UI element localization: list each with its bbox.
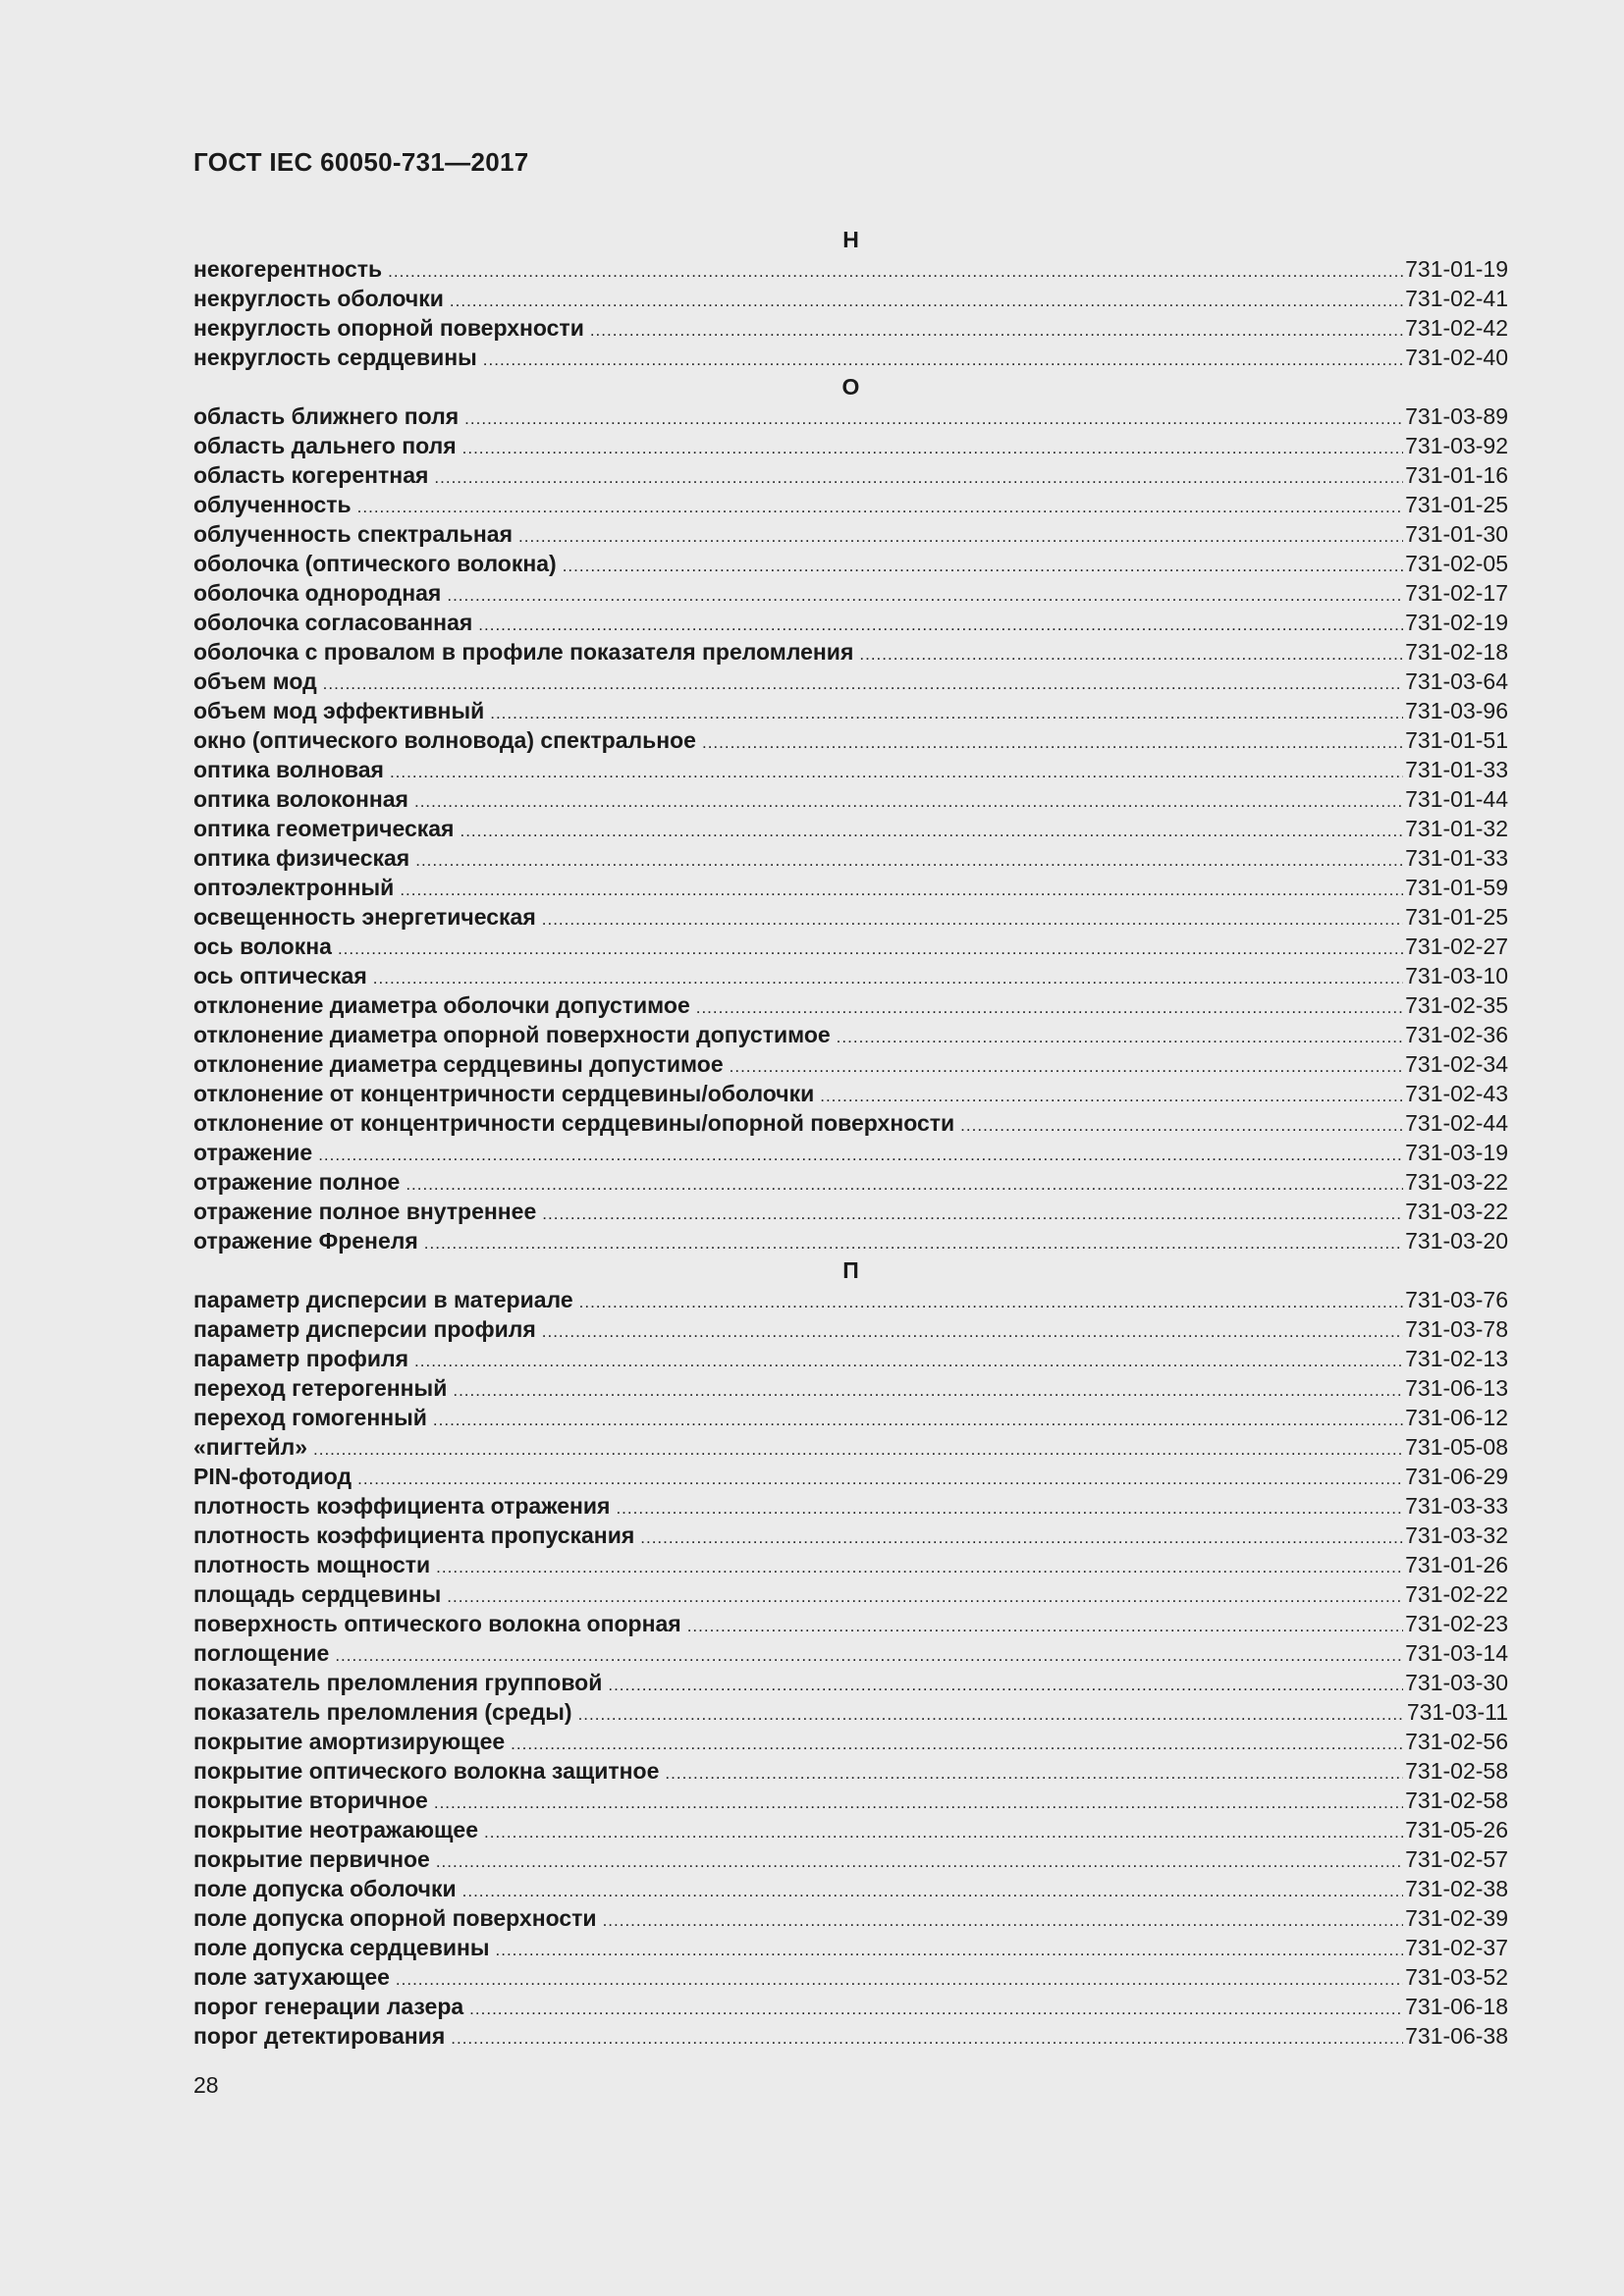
dot-leader	[436, 1847, 1403, 1874]
dot-leader	[406, 1170, 1403, 1197]
index-code: 731-03-20	[1405, 1228, 1508, 1254]
document-header: ГОСТ IEC 60050-731—2017	[193, 147, 529, 177]
dot-leader	[603, 1906, 1404, 1933]
index-term: параметр профиля	[193, 1346, 409, 1371]
index-term: переход гомогенный	[193, 1405, 427, 1430]
dot-leader	[335, 1641, 1403, 1668]
index-code: 731-05-08	[1405, 1434, 1508, 1460]
index-entry	[193, 696, 1508, 725]
index-entry	[193, 1727, 1508, 1756]
index-term: PIN-фотодиод	[193, 1464, 352, 1489]
index-term: оболочка однородная	[193, 580, 442, 606]
index-code: 731-02-58	[1405, 1758, 1508, 1784]
index-code: 731-02-22	[1405, 1581, 1508, 1607]
index-code: 731-02-56	[1405, 1729, 1508, 1754]
dot-leader	[434, 1789, 1403, 1815]
index-entry	[193, 873, 1508, 902]
index-entry	[193, 284, 1508, 313]
index-entry	[193, 932, 1508, 961]
index-entry	[193, 1638, 1508, 1668]
index-code: 731-02-23	[1405, 1611, 1508, 1636]
index-term: оптика волоконная	[193, 786, 408, 812]
index-code: 731-01-30	[1405, 521, 1508, 547]
index-entry	[193, 961, 1508, 990]
dot-leader	[702, 728, 1403, 755]
index-code: 731-06-12	[1405, 1405, 1508, 1430]
index-entry	[193, 1197, 1508, 1226]
dot-leader	[469, 1995, 1403, 2021]
index-term: отражение Френеля	[193, 1228, 418, 1254]
index-code: 731-02-42	[1405, 315, 1508, 341]
index-entry	[193, 343, 1508, 372]
dot-leader	[373, 964, 1403, 990]
index-entry	[193, 1609, 1508, 1638]
index-entry	[193, 1521, 1508, 1550]
dot-leader	[396, 1965, 1403, 1992]
dot-leader	[616, 1494, 1403, 1521]
dot-leader	[579, 1288, 1404, 1314]
dot-leader	[608, 1671, 1403, 1697]
index-term: поле допуска сердцевины	[193, 1935, 490, 1960]
index-entry	[193, 902, 1508, 932]
index-entry	[193, 1933, 1508, 1962]
dot-leader	[837, 1023, 1403, 1049]
dot-leader	[433, 1406, 1403, 1432]
index-term: отклонение диаметра оболочки допустимое	[193, 992, 690, 1018]
dot-leader	[496, 1936, 1404, 1962]
section-letter: О	[841, 374, 860, 400]
index-term: показатель преломления групповой	[193, 1670, 603, 1695]
index-entry	[193, 1844, 1508, 1874]
index-code: 731-06-29	[1405, 1464, 1508, 1489]
dot-leader	[462, 434, 1404, 460]
index-entry	[193, 1226, 1508, 1255]
dot-leader	[357, 493, 1403, 519]
index-term: плотность коэффициента пропускания	[193, 1522, 635, 1548]
index-term: поглощение	[193, 1640, 330, 1666]
dot-leader	[820, 1082, 1403, 1108]
dot-leader	[687, 1612, 1403, 1638]
index-entry	[193, 401, 1508, 431]
index-code: 731-03-64	[1405, 668, 1508, 694]
index-term: параметр дисперсии в материале	[193, 1287, 573, 1312]
index-entry	[193, 1579, 1508, 1609]
index-entry	[193, 1108, 1508, 1138]
index-code: 731-05-26	[1405, 1817, 1508, 1842]
index-entry	[193, 667, 1508, 696]
index-term: оболочка с провалом в профиле показателя преломления	[193, 639, 854, 665]
index-term: порог детектирования	[193, 2023, 446, 2049]
index-entry	[193, 1697, 1508, 1727]
dot-leader	[511, 1730, 1403, 1756]
index-term: некруглость опорной поверхности	[193, 315, 584, 341]
index-code: 731-02-18	[1405, 639, 1508, 665]
dot-leader	[490, 699, 1403, 725]
index-code: 731-03-78	[1405, 1316, 1508, 1342]
index-code: 731-03-11	[1406, 1699, 1508, 1725]
dot-leader	[450, 287, 1403, 313]
index-term: отклонение диаметра опорной поверхности допустимое	[193, 1022, 831, 1047]
index-entry	[193, 843, 1508, 873]
index-entry	[193, 1020, 1508, 1049]
index-term: облученность спектральная	[193, 521, 513, 547]
index-entry	[193, 254, 1508, 284]
index-term: поверхность оптического волокна опорная	[193, 1611, 681, 1636]
dot-leader	[640, 1523, 1403, 1550]
dot-leader	[323, 669, 1403, 696]
index-code: 731-03-19	[1405, 1140, 1508, 1165]
dot-leader	[447, 1582, 1403, 1609]
index-term: некогерентность	[193, 256, 383, 282]
index-term: оптика физическая	[193, 845, 410, 871]
index-code: 731-03-92	[1405, 433, 1508, 458]
index-code: 731-02-34	[1405, 1051, 1508, 1077]
section-letter: П	[842, 1257, 859, 1283]
index-entry	[193, 313, 1508, 343]
index-code: 731-02-40	[1405, 345, 1508, 370]
index-term: порог генерации лазера	[193, 1994, 464, 2019]
dot-leader	[451, 2024, 1403, 2051]
index-code: 731-01-25	[1405, 492, 1508, 517]
index-term: поле затухающее	[193, 1964, 390, 1990]
index-entry	[193, 1167, 1508, 1197]
dot-leader	[357, 1465, 1403, 1491]
index-term: покрытие неотражающее	[193, 1817, 479, 1842]
index-code: 731-01-32	[1405, 816, 1508, 841]
index-entry	[193, 1049, 1508, 1079]
index-term: переход гетерогенный	[193, 1375, 448, 1401]
index-term: оптоэлектронный	[193, 875, 395, 900]
index-entry	[193, 1992, 1508, 2021]
index-entry	[193, 1786, 1508, 1815]
index-term: некруглость оболочки	[193, 286, 444, 311]
index-code: 731-02-35	[1405, 992, 1508, 1018]
dot-leader	[453, 1376, 1403, 1403]
index-entry	[193, 755, 1508, 784]
index-code: 731-06-13	[1405, 1375, 1508, 1401]
index-term: площадь сердцевины	[193, 1581, 442, 1607]
index-entry	[193, 1373, 1508, 1403]
index-entry	[193, 1756, 1508, 1786]
index-term: отражение полное внутреннее	[193, 1199, 537, 1224]
index-code: 731-01-16	[1405, 462, 1508, 488]
index-code: 731-03-76	[1405, 1287, 1508, 1312]
index-code: 731-01-44	[1405, 786, 1508, 812]
index-term: объем мод эффективный	[193, 698, 485, 723]
index-term: оболочка согласованная	[193, 610, 473, 635]
index-term: «пигтейл»	[193, 1434, 307, 1460]
dot-leader	[414, 1347, 1403, 1373]
index-code: 731-01-59	[1405, 875, 1508, 900]
dot-leader	[859, 640, 1403, 667]
dot-leader	[590, 316, 1403, 343]
dot-leader	[478, 611, 1403, 637]
index-entry	[193, 814, 1508, 843]
index-code: 731-01-33	[1405, 757, 1508, 782]
index-term: область когерентная	[193, 462, 429, 488]
index-entry	[193, 1138, 1508, 1167]
dot-leader	[313, 1435, 1403, 1462]
index-term: оптика геометрическая	[193, 816, 455, 841]
index-code: 731-06-38	[1405, 2023, 1508, 2049]
index-term: покрытие первичное	[193, 1846, 430, 1872]
dot-leader	[436, 1553, 1403, 1579]
section-letter: Н	[842, 227, 859, 252]
index-entry	[193, 1285, 1508, 1314]
index-code: 731-01-19	[1405, 256, 1508, 282]
index-entry	[193, 1403, 1508, 1432]
dot-leader	[483, 346, 1403, 372]
index-term: оптика волновая	[193, 757, 384, 782]
index-term: отклонение от концентричности сердцевины/оболочки	[193, 1081, 815, 1106]
index-entry	[193, 1432, 1508, 1462]
index-entry	[193, 578, 1508, 608]
index-term: плотность мощности	[193, 1552, 431, 1577]
dot-leader	[464, 404, 1403, 431]
index-entry	[193, 1903, 1508, 1933]
index-entry	[193, 1815, 1508, 1844]
index-entry	[193, 637, 1508, 667]
index-entry	[193, 1962, 1508, 1992]
index-code: 731-02-13	[1405, 1346, 1508, 1371]
index-entry	[193, 1314, 1508, 1344]
index-code: 731-01-25	[1405, 904, 1508, 930]
index-code: 731-03-30	[1405, 1670, 1508, 1695]
dot-leader	[390, 758, 1403, 784]
index-code: 731-02-27	[1405, 934, 1508, 959]
index-code: 731-02-58	[1405, 1788, 1508, 1813]
index-code: 731-02-19	[1405, 610, 1508, 635]
index-code: 731-03-33	[1405, 1493, 1508, 1519]
index-entry	[193, 549, 1508, 578]
index-term: покрытие амортизирующее	[193, 1729, 506, 1754]
index-entry	[193, 1874, 1508, 1903]
index-entry	[193, 460, 1508, 490]
index-code: 731-01-26	[1405, 1552, 1508, 1577]
index-term: область ближнего поля	[193, 403, 460, 429]
index-term: покрытие оптического волокна защитное	[193, 1758, 660, 1784]
index-term: область дальнего поля	[193, 433, 457, 458]
index-term: объем мод	[193, 668, 317, 694]
dot-leader	[696, 993, 1403, 1020]
index-code: 731-03-14	[1405, 1640, 1508, 1666]
index-term: облученность	[193, 492, 352, 517]
page-number: 28	[193, 2072, 219, 2098]
index-entry	[193, 1550, 1508, 1579]
index-term: отклонение диаметра сердцевины допустимое	[193, 1051, 724, 1077]
index-term: отклонение от концентричности сердцевины/опорной поверхности	[193, 1110, 955, 1136]
dot-leader	[665, 1759, 1403, 1786]
alphabetical-index	[193, 225, 1508, 2051]
index-code: 731-02-41	[1405, 286, 1508, 311]
index-code: 731-02-57	[1405, 1846, 1508, 1872]
index-code: 731-02-05	[1405, 551, 1508, 576]
dot-leader	[960, 1111, 1403, 1138]
dot-leader	[415, 846, 1403, 873]
index-entry	[193, 725, 1508, 755]
index-entry	[193, 784, 1508, 814]
index-code: 731-02-37	[1405, 1935, 1508, 1960]
index-term: окно (оптического волновода) спектральное	[193, 727, 696, 753]
index-code: 731-06-18	[1405, 1994, 1508, 2019]
index-term: поле допуска опорной поверхности	[193, 1905, 597, 1931]
index-entry	[193, 490, 1508, 519]
index-term: параметр дисперсии профиля	[193, 1316, 536, 1342]
index-term: ось оптическая	[193, 963, 367, 988]
index-term: некруглость сердцевины	[193, 345, 477, 370]
dot-leader	[462, 1877, 1404, 1903]
dot-leader	[318, 1141, 1403, 1167]
index-code: 731-03-22	[1405, 1169, 1508, 1195]
dot-leader	[542, 1200, 1403, 1226]
index-term: покрытие вторичное	[193, 1788, 428, 1813]
index-entry	[193, 1079, 1508, 1108]
dot-leader	[414, 787, 1403, 814]
index-code: 731-02-43	[1405, 1081, 1508, 1106]
index-entry	[193, 519, 1508, 549]
dot-leader	[460, 817, 1403, 843]
index-code: 731-03-32	[1405, 1522, 1508, 1548]
index-term: поле допуска оболочки	[193, 1876, 457, 1901]
dot-leader	[447, 581, 1403, 608]
index-term: плотность коэффициента отражения	[193, 1493, 611, 1519]
dot-leader	[730, 1052, 1404, 1079]
dot-leader	[434, 463, 1403, 490]
index-code: 731-02-44	[1405, 1110, 1508, 1136]
index-code: 731-03-96	[1405, 698, 1508, 723]
index-entry	[193, 608, 1508, 637]
index-term: освещенность энергетическая	[193, 904, 536, 930]
index-code: 731-03-52	[1405, 1964, 1508, 1990]
index-code: 731-03-10	[1405, 963, 1508, 988]
dot-leader	[484, 1818, 1403, 1844]
index-entry	[193, 990, 1508, 1020]
index-term: ось волокна	[193, 934, 332, 959]
dot-leader	[542, 905, 1403, 932]
index-code: 731-01-51	[1405, 727, 1508, 753]
index-entry	[193, 1344, 1508, 1373]
dot-leader	[388, 257, 1403, 284]
dot-leader	[338, 934, 1403, 961]
index-entry	[193, 1462, 1508, 1491]
index-code: 731-02-17	[1405, 580, 1508, 606]
dot-leader	[563, 552, 1403, 578]
index-entry	[193, 1668, 1508, 1697]
index-code: 731-03-89	[1405, 403, 1508, 429]
index-term: оболочка (оптического волокна)	[193, 551, 557, 576]
index-code: 731-03-22	[1405, 1199, 1508, 1224]
index-term: отражение	[193, 1140, 313, 1165]
index-code: 731-01-33	[1405, 845, 1508, 871]
index-entry	[193, 1491, 1508, 1521]
index-term: отражение полное	[193, 1169, 401, 1195]
dot-leader	[400, 876, 1403, 902]
dot-leader	[578, 1700, 1405, 1727]
index-entry	[193, 2021, 1508, 2051]
dot-leader	[542, 1317, 1403, 1344]
index-entry	[193, 431, 1508, 460]
index-code: 731-02-39	[1405, 1905, 1508, 1931]
index-code: 731-02-36	[1405, 1022, 1508, 1047]
index-code: 731-02-38	[1405, 1876, 1508, 1901]
dot-leader	[424, 1229, 1403, 1255]
dot-leader	[518, 522, 1403, 549]
index-term: показатель преломления (среды)	[193, 1699, 572, 1725]
